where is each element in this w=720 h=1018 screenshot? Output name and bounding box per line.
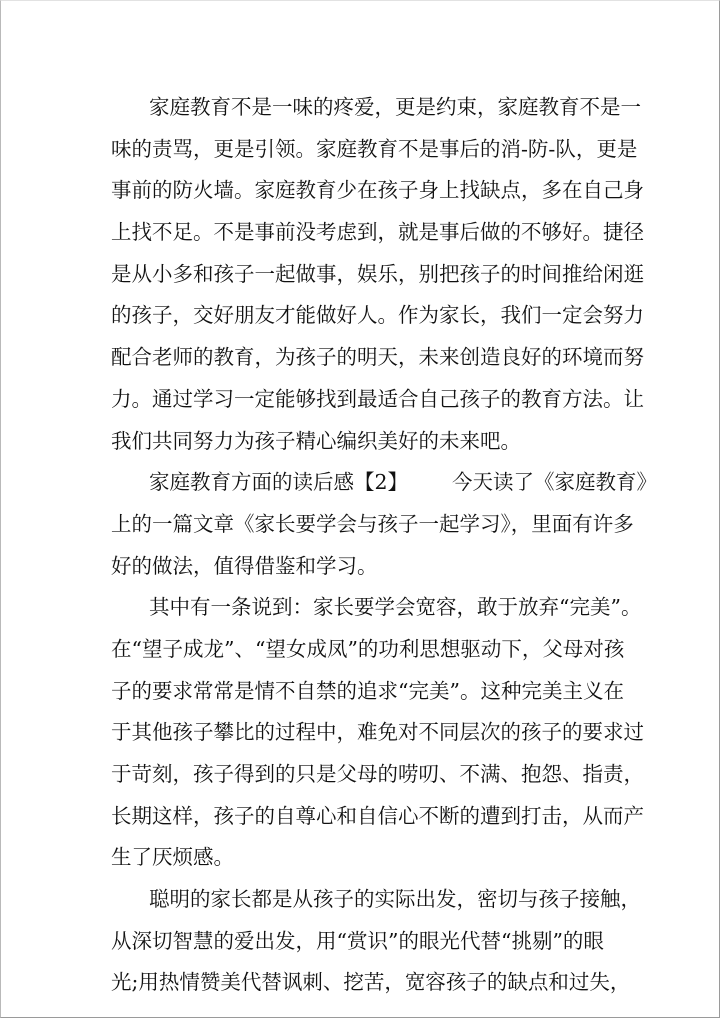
text-line: 在“望子成龙”、“望女成凤”的功利思想驱动下，父母对孩 <box>111 636 625 661</box>
text-line: 好的做法，值得借鉴和学习。 <box>111 553 378 578</box>
text-line-rest: 今天读了《家庭教育》 <box>452 470 658 495</box>
text-line: 上的一篇文章《家长要学会与孩子一起学习》，里面有许多 <box>111 511 634 536</box>
text-line: 从深切智慧的爱出发，用“赏识”的眼光代替“挑剔”的眼 <box>111 928 604 953</box>
section-heading-line <box>111 462 658 504</box>
text-line: 我们共同努力为孩子精心编织美好的未来吧。 <box>111 428 521 453</box>
text-line: 光;用热情赞美代替讽刺、挖苦，宽容孩子的缺点和过失， <box>111 970 631 995</box>
text-line: 聪明的家长都是从孩子的实际出发，密切与孩子接触， <box>149 887 641 912</box>
text-line: 味的责骂，更是引领。家庭教育不是事后的消-防-队，更是 <box>111 136 638 161</box>
text-line: 长期这样，孩子的自尊心和自信心不断的遭到打击，从而产 <box>111 803 644 828</box>
text-line: 于苛刻，孩子得到的只是父母的唠叨、不满、抱怨、指责， <box>111 762 644 786</box>
text-line: 力。通过学习一定能够找到最适合自己孩子的教育方法。让 <box>111 386 644 411</box>
section-heading: 家庭教育方面的读后感【2】 <box>149 470 409 495</box>
text-line: 其中有一条说到：家长要学会宽容，敢于放弃“完美”。 <box>149 595 642 620</box>
text-line: 于其他孩子攀比的过程中，难免对不同层次的孩子的要求过 <box>111 720 644 745</box>
text-line: 子的要求常常是情不自禁的追求“完美”。这种完美主义在 <box>111 678 624 703</box>
text-line: 事前的防火墙。家庭教育少在孩子身上找缺点，多在自己身 <box>111 178 644 203</box>
text-line: 的孩子，交好朋友才能做好人。作为家长，我们一定会努力 <box>111 303 644 328</box>
text-line: 生了厌烦感。 <box>111 845 234 870</box>
text-line: 上找不足。不是事前没考虑到，就是事后做的不够好。捷径 <box>111 220 644 245</box>
text-line: 配合老师的教育，为孩子的明天，未来创造良好的环境而努 <box>111 345 644 370</box>
text-line: 是从小多和孩子一起做事，娱乐，别把孩子的时间推给闲逛 <box>111 261 644 286</box>
text-line: 家庭教育不是一味的疼爱，更是约束，家庭教育不是一 <box>149 95 641 119</box>
document-body <box>111 87 658 1004</box>
